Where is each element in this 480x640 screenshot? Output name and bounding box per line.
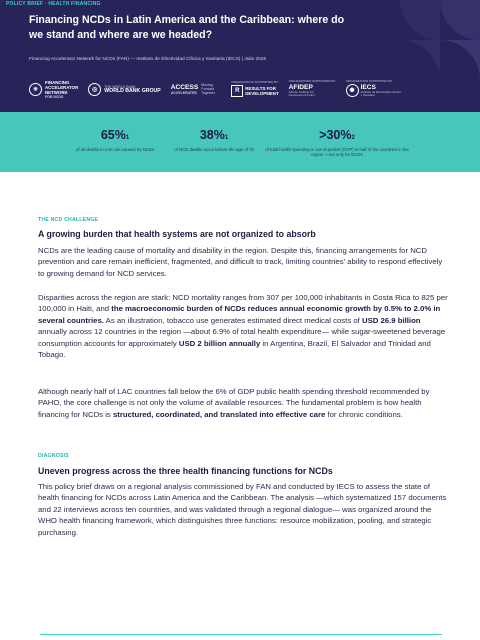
access-logo: ACCESS ACCELERATED Moving Forward Together	[170, 83, 215, 95]
paragraph-paho-threshold: Although nearly half of LAC countries fall below the 6% of GDP public health spending threshold recommended by PAHO, the core challenge is not only the volume of available resources. The fundamental problem is how health financing for NCDs is structured, coordinated, and translated into effective care for chronic conditions.	[38, 387, 430, 419]
afidep-logo: ORGANIZATION SUPPORTED BY AFIDEP African Institute for Development Policy	[288, 79, 336, 98]
authors-line: Financing Accelerator Network for NCDs (FAN) — Instituto de Efectividad Clínica y Sanitaria (IECS) | Julio 2026	[29, 57, 267, 62]
section-heading-burden: A growing burden that health systems are not organized to absorb	[38, 229, 316, 239]
section-kicker-ncd-challenge: THE NCD CHALLENGE	[38, 217, 99, 223]
globe-icon: ◎	[88, 83, 101, 96]
r4d-icon: R	[231, 85, 243, 97]
paragraph-ncd-leading-cause: NCDs are the leading cause of mortality and disability in the region. Despite this, financing arrangements for NCD prevention and care remain inefficient, fragmented, and difficult to track, limiting countries' ability to respond effectively to growing demand for NCD services.	[38, 246, 443, 278]
stat-out-of-pocket: >30%2 of total health spending is out-of-pocket (OOP) in half of the countries in the region —not only for NCDs	[265, 128, 409, 158]
section-heading-uneven-progress: Uneven progress across the three health financing functions for NCDs	[38, 466, 333, 476]
section-kicker-diagnosis: DIAGNOSIS	[38, 453, 69, 459]
key-stats-band	[0, 112, 480, 172]
world-bank-logo: ◎ THE WORLD BANK WORLD BANK GROUP	[88, 83, 160, 96]
r4d-logo: ORGANIZATION SUPPORTED BY R RESULTS FOR DEVELOPMENT	[231, 80, 279, 96]
fan-logo: ✳ FINANCING ACCELERATOR NETWORK FOR NCDS	[29, 80, 78, 99]
iecs-logo: ORGANIZATION SUPPORTED BY ✺ IECS Instituto de Efectividad Clínica y Sanitaria	[345, 79, 401, 98]
page-title: Financing NCDs in Latin America and the Caribbean: where do we stand and where are we headed?	[29, 14, 345, 41]
partner-logos	[29, 76, 449, 102]
stat-premature-deaths: 38%1 of NCD deaths occur before the age of 70	[174, 128, 254, 152]
stat-ncd-deaths: 65%1 of all deaths in LAC are caused by NCDs	[75, 128, 155, 152]
paragraph-disparities: Disparities across the region are stark: NCD mortality ranges from 307 per 100,000 inhabitants in Costa Rica to 825 per 100,000 in Haiti, and the macroeconomic burden of NCDs reduces annual economic growth by 0.5% to 2.0% in several countries. As an illustration, tobacco use generates estimated direct medical costs of USD 26.9 billion annually across 12 countries in the region —about 6.9% of total health expenditure— while sugar-sweetened beverage consumption accounts for approximately USD 2 billion annually in Argentina, Brazil, El Salvador and Trinidad and Tobago.	[38, 293, 448, 360]
header-banner	[0, 0, 480, 112]
paragraph-policy-brief-scope: This policy brief draws on a regional analysis commissioned by FAN and conducted by IECS to assess the state of health financing for NCDs across Latin America and the Caribbean. The analysis —which systematized 157 documents and 22 interviews across ten countries, and was validated through a regional dialogue— was organized around the WHO health financing framework, which distinguishes three functions: resource mobilization, pooling, and strategic purchasing.	[38, 482, 447, 537]
fan-icon: ✳	[29, 83, 42, 96]
brief-label: POLICY BRIEF · HEALTH FINANCING	[6, 1, 101, 7]
footer-divider	[40, 634, 442, 635]
iecs-icon: ✺	[346, 84, 359, 97]
